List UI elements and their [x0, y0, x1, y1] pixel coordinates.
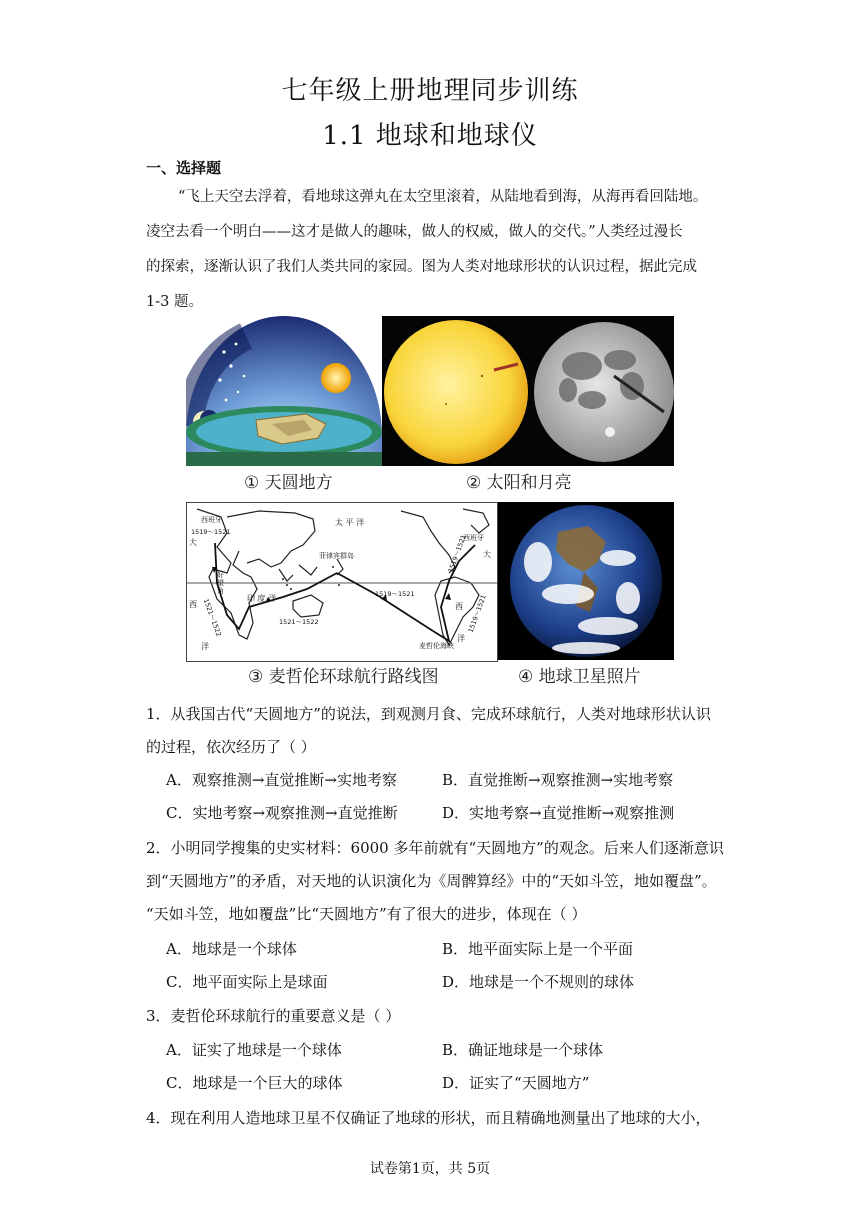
lesson-title: 1.1 地球和地球仪	[322, 121, 538, 151]
map-route-label: 1521～1522	[279, 618, 319, 626]
intro-line: 的探索，逐渐认识了我们人类共同的家园。图为人类对地球形状的认识过程，据此完成	[146, 259, 697, 275]
caption-sun-moon: ② 太阳和月亮	[466, 473, 572, 493]
map-label-strait: 麦哲伦海峡	[419, 642, 454, 650]
question-2-line: “天如斗笠，地如覆盘”比“天圆地方”有了很大的进步，体现在（ ）	[146, 905, 587, 923]
question-2-line: 2．小明同学搜集的史实材料：6000 多年前就有“天圆地方”的观念。后来人们逐渐意识	[146, 839, 724, 857]
sky-dome-image	[186, 316, 382, 466]
question-3	[146, 1000, 726, 1033]
map-label-atlantic-right-2: 西	[455, 602, 463, 611]
map-label-cape: 好望角	[217, 571, 224, 595]
map-route-label: 1519～1521	[375, 590, 415, 598]
earth-shape-figure	[186, 316, 674, 688]
option-a[interactable]: A．证实了地球是一个球体	[166, 1041, 342, 1059]
map-label-atlantic-left-3: 洋	[201, 642, 209, 651]
caption-heaven-earth: ① 天圆地方	[244, 473, 333, 493]
intro-line: 1-3 题。	[146, 294, 203, 310]
map-label-philippines: 菲律宾群岛	[319, 552, 354, 560]
option-a[interactable]: A．观察推测→直觉推断→实地考察	[166, 771, 397, 789]
option-b[interactable]: B．直觉推断→观察推测→实地考察	[442, 771, 674, 789]
map-label-spain-left: 西班牙	[201, 516, 222, 524]
option-c[interactable]: C．地球是一个巨大的球体	[166, 1074, 343, 1092]
caption-magellan: ③ 麦哲伦环球航行路线图	[248, 667, 439, 687]
map-label-atlantic-left-2: 西	[189, 600, 197, 609]
option-b[interactable]: B．地平面实际上是一个平面	[442, 940, 634, 958]
question-2-line: 到“天圆地方”的矛盾，对天地的认识演化为《周髀算经》中的“天如斗笠，地如覆盘”。	[146, 872, 717, 890]
option-b[interactable]: B．确证地球是一个球体	[442, 1041, 604, 1059]
map-label-pacific: 太 平 洋	[335, 518, 365, 527]
question-1-line: 1．从我国古代“天圆地方”的说法，到观测月食、完成环球航行，人类对地球形状认识	[146, 705, 711, 723]
question-1-options	[166, 764, 726, 830]
page-title: 七年级上册地理同步训练	[281, 76, 579, 106]
intro-line: “飞上天空去浮着，看地球这弹丸在太空里滚着，从陆地看到海，从海再看回陆地。	[178, 189, 708, 205]
option-d[interactable]: D．证实了“天圆地方”	[442, 1074, 590, 1092]
map-route-label: 1521～1522	[201, 597, 223, 638]
caption-satellite: ④ 地球卫星照片	[518, 667, 641, 687]
map-route-label: 1519～1521	[191, 528, 231, 536]
question-1	[146, 698, 726, 764]
question-3-line: 3．麦哲伦环球航行的重要意义是（ ）	[146, 1007, 401, 1025]
map-label-atlantic-right-3: 洋	[457, 634, 465, 643]
section-heading: 一、选择题	[146, 159, 222, 177]
magellan-route-map	[186, 502, 498, 662]
option-d[interactable]: D．地球是一个不规则的球体	[442, 973, 635, 991]
option-c[interactable]: C．地平面实际上是球面	[166, 973, 328, 991]
map-label-atlantic-left-1: 大	[189, 538, 197, 547]
intro-line: 凌空去看一个明白——这才是做人的趣味，做人的权威，做人的交代。”人类经过漫长	[146, 224, 683, 240]
question-2-options	[166, 933, 726, 999]
earth-satellite-photo	[498, 502, 674, 660]
option-a[interactable]: A．地球是一个球体	[166, 940, 297, 958]
map-label-spain-right: 西班牙	[463, 534, 484, 542]
option-d[interactable]: D．实地考察→直觉推断→观察推测	[442, 804, 675, 822]
page-footer: 试卷第1页，共 5页	[369, 1161, 491, 1177]
intro-passage	[146, 180, 726, 320]
question-1-line: 的过程，依次经历了（ ）	[146, 738, 316, 756]
sun-moon-image	[382, 316, 674, 466]
question-2	[146, 832, 726, 931]
question-4-line: 4．现在利用人造地球卫星不仅确证了地球的形状，而且精确地测量出了地球的大小，	[146, 1109, 711, 1127]
map-route-label: 1519～1521	[446, 533, 468, 574]
map-route-label: 1519～1521	[466, 593, 488, 634]
option-c[interactable]: C．实地考察→观察推测→直觉推断	[166, 804, 398, 822]
map-label-atlantic-right-1: 大	[483, 550, 491, 559]
question-4	[146, 1102, 726, 1135]
map-label-indian-ocean: 印 度 洋	[247, 594, 277, 603]
question-3-options	[166, 1034, 726, 1100]
